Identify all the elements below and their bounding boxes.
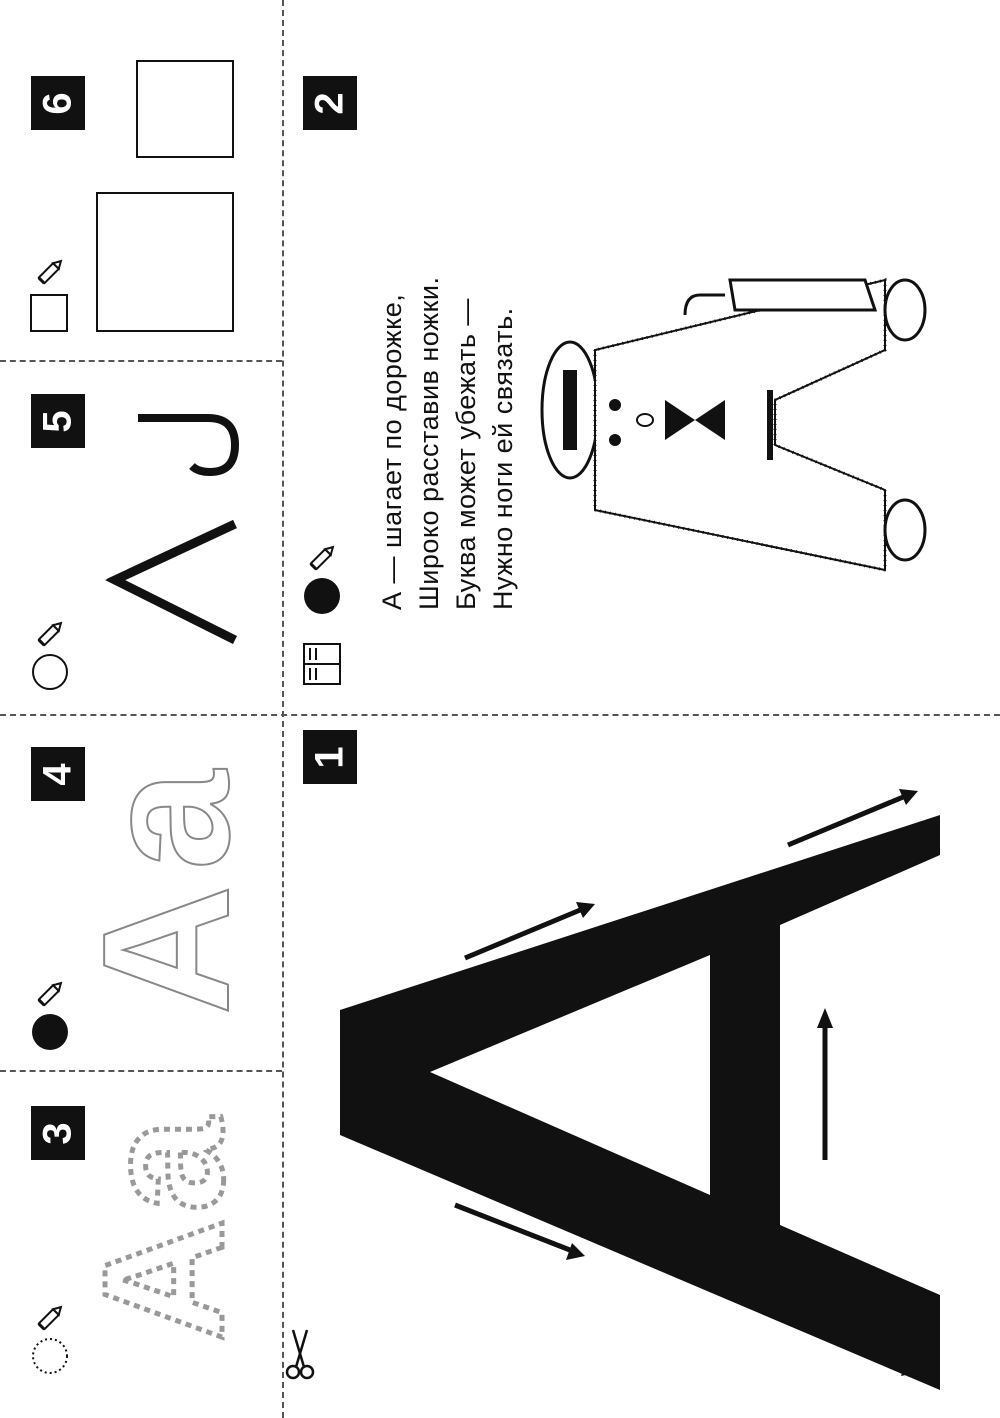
dotted-letters bbox=[69, 1110, 259, 1410]
letter-element-hook bbox=[130, 400, 245, 490]
outline-letter-lower: а bbox=[66, 769, 267, 871]
card-number-2: 2 bbox=[303, 76, 357, 130]
cut-line-vertical bbox=[282, 0, 284, 1418]
poem bbox=[374, 170, 524, 610]
big-letter-glyph: А bbox=[100, 572, 107, 583]
cut-line-horizontal bbox=[0, 714, 1000, 716]
empty-circle-icon bbox=[28, 650, 72, 694]
letter-element-angle bbox=[95, 520, 245, 650]
book-icon bbox=[300, 640, 344, 688]
dotted-letter-upper: А bbox=[69, 1218, 259, 1342]
filled-circle-icon bbox=[300, 574, 344, 618]
pencil-icon bbox=[34, 976, 68, 1010]
card-number-6: 6 bbox=[31, 76, 85, 130]
card-number-4: 4 bbox=[31, 747, 85, 801]
outline-letters bbox=[66, 750, 267, 1060]
card-number-1: 1 bbox=[303, 730, 357, 784]
cut-line-top-2 bbox=[0, 360, 282, 362]
dotted-circle-icon bbox=[28, 1334, 72, 1378]
card-number-3: 3 bbox=[31, 1106, 85, 1160]
pencil-icon bbox=[306, 540, 340, 574]
outline-letter-upper: А bbox=[66, 885, 267, 1015]
dotted-letter-lower: а bbox=[69, 1117, 259, 1213]
pencil-icon bbox=[34, 254, 68, 288]
answer-box-large[interactable] bbox=[96, 192, 234, 332]
letter-character-illustration bbox=[535, 270, 945, 580]
pencil-icon bbox=[34, 1300, 68, 1334]
poem-line-1: А — шагает по дорожке, bbox=[377, 293, 407, 610]
poem-line-2: Широко расставив ножки. bbox=[414, 276, 444, 610]
cut-line-top-1 bbox=[0, 1070, 282, 1072]
filled-circle-icon bbox=[28, 1010, 72, 1054]
pencil-icon bbox=[34, 616, 68, 650]
answer-box-small[interactable] bbox=[136, 60, 234, 158]
card-number-5: 5 bbox=[31, 394, 85, 448]
small-square-icon bbox=[28, 290, 72, 334]
poem-line-3: Буква может убежать — bbox=[451, 298, 481, 610]
big-letter-tracing bbox=[100, 572, 960, 1410]
poem-line-4: Нужно ноги ей связать. bbox=[488, 307, 518, 610]
